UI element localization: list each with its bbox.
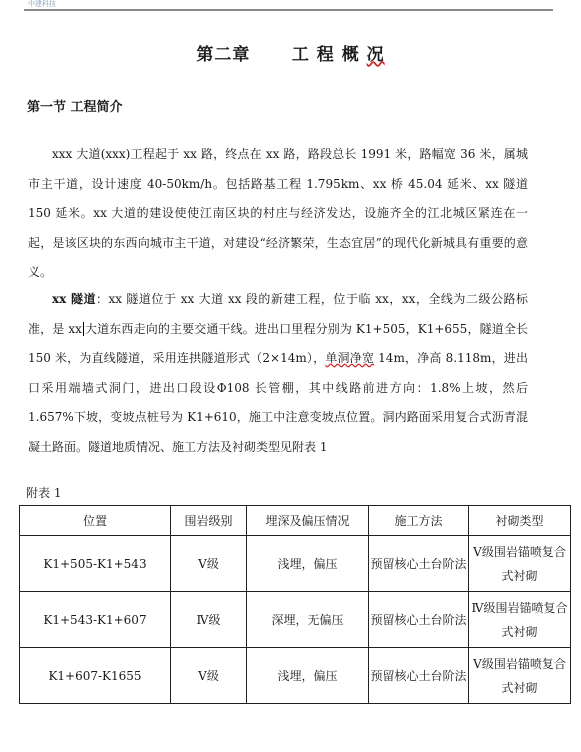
table-row [20, 536, 571, 592]
header-rule [24, 9, 553, 11]
cell-lining: Ⅴ级围岩锚喷复合式衬砌 [469, 536, 571, 592]
tunnel-paragraph [28, 285, 528, 462]
cell-rock-grade: Ⅴ级 [171, 648, 247, 704]
cell-position: K1+505-K1+543 [20, 536, 171, 592]
header-mark: 中建科技 [28, 0, 56, 8]
cell-depth: 深埋，无偏压 [247, 592, 369, 648]
text-cursor [83, 322, 84, 336]
cell-position: K1+607-K1655 [20, 648, 171, 704]
cell-lining: Ⅴ级围岩锚喷复合式衬砌 [469, 648, 571, 704]
chapter-name-spellcheck: 况 [366, 45, 385, 65]
chapter-number: 第二章 [196, 45, 251, 65]
table-row [20, 648, 571, 704]
table-row [20, 592, 571, 648]
cell-depth: 浅埋，偏压 [247, 536, 369, 592]
cell-depth: 浅埋，偏压 [247, 648, 369, 704]
section-heading: 第一节 工程简介 [27, 100, 123, 115]
cell-lining: Ⅳ级围岩锚喷复合式衬砌 [469, 592, 571, 648]
cell-position: K1+543-K1+607 [20, 592, 171, 648]
table-caption: 附表 1 [26, 486, 62, 500]
tunnel-text-spellcheck: 单洞净宽 [325, 351, 375, 365]
tunnel-text-3: 14m，净高 8.118m，进出口采用端墙式洞门，进出口段设Φ108 长管棚，其中线路前进方向：1.8%上坡，然后 1.657%下坡，变坡点桩号为 K1+610，施工中注意变坡点位置。洞内路面采用复合式沥青混凝土路面。隧道地质情况、施工方法及衬砌类型见附表 1 [28, 351, 528, 454]
table-header-row [20, 506, 571, 536]
header-rock-grade: 围岩级别 [171, 506, 247, 536]
tunnel-lead: xx 隧道 [52, 292, 97, 306]
cell-method: 预留核心土台阶法 [369, 536, 469, 592]
header-method: 施工方法 [369, 506, 469, 536]
cell-method: 预留核心土台阶法 [369, 648, 469, 704]
header-position: 位置 [20, 506, 171, 536]
header-depth: 埋深及偏压情况 [247, 506, 369, 536]
header-lining: 衬砌类型 [469, 506, 571, 536]
cell-rock-grade: Ⅳ级 [171, 592, 247, 648]
cell-method: 预留核心土台阶法 [369, 592, 469, 648]
tunnel-text-2: 大道东西走向的主要交通干线。进出口里程分别为 K1+505，K1+655，隧道全长 150 米，为直线隧道，采用连拱隧道形式（2×14m）， [28, 321, 528, 365]
project-intro-paragraph: xxx 大道(xxx)工程起于 xx 路，终点在 xx 路，路段总长 1991 米，路幅宽 36 米，属城市主干道，设计速度 40-50km/h。包括路基工程 1.795km、xx 桥 45.04 延米、xx 隧道 150 延米。xx 大道的建设使使江南区块的村庄与经济发达，设施齐全的江北城区紧连在一起，是该区块的东西向城市主干道，对建设“经济繁荣，生态宜居”的现代化新城具有重要的意义。 [28, 147, 528, 279]
tunnel-table [19, 505, 571, 704]
tunnel-text-1: ：xx 隧道位于 xx 大道 xx 段的新建工程，位于临 xx，xx，全线为二级公路标准，是 xx [28, 292, 528, 336]
chapter-name: 工 程 概 [291, 45, 367, 65]
cell-rock-grade: Ⅴ级 [171, 536, 247, 592]
chapter-title [0, 40, 581, 65]
